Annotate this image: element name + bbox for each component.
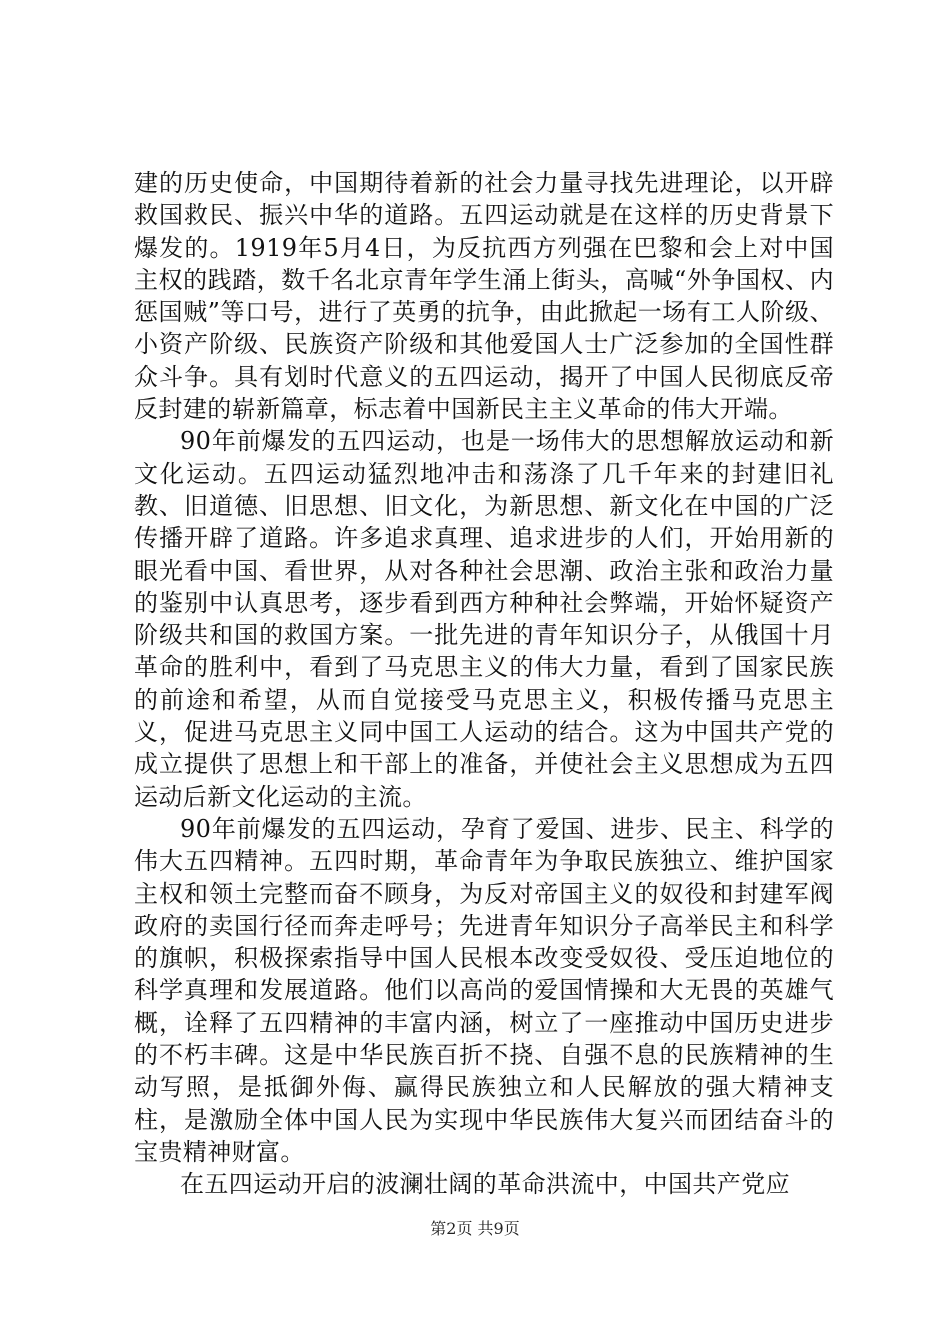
- paragraph: 在五四运动开启的波澜壮阔的革命洪流中，中国共产党应: [180, 1170, 790, 1199]
- document-body: [134, 167, 834, 1201]
- page-number-footer: 第2页 共9页: [430, 1219, 520, 1238]
- paragraph: 建的历史使命，中国期待着新的社会力量寻找先进理论，以开辟救国救民、振兴中华的道路。五四运动就是在这样的历史背景下爆发的。1919年5月4日，为反抗西方列强在巴黎和会上对中国主权的践踏，数千名北京青年学生涌上街头，高喊“外争国权、内惩国贼”等口号，进行了英勇的抗争，由此掀起一场有工人阶级、小资产阶级、民族资产阶级和其他爱国人士广泛参加的全国性群众斗争。具有划时代意义的五四运动，揭开了中国人民彻底反帝反封建的崭新篇章，标志着中国新民主主义革命的伟大开端。: [134, 169, 834, 424]
- paragraph: 90年前爆发的五四运动，孕育了爱国、进步、民主、科学的伟大五四精神。五四时期，革命青年为争取民族独立、维护国家主权和领土完整而奋不顾身，为反对帝国主义的奴役和封建军阀政府的卖国行径而奔走呼号；先进青年知识分子高举民主和科学的旗帜，积极探索指导中国人民根本改变受奴役、受压迫地位的科学真理和发展道路。他们以高尚的爱国情操和大无畏的英雄气概，诠释了五四精神的丰富内涵，树立了一座推动中国历史进步的不朽丰碑。这是中华民族百折不挠、自强不息的民族精神的生动写照，是抵御外侮、赢得民族独立和人民解放的强大精神支柱，是激励全体中国人民为实现中华民族伟大复兴而团结奋斗的宝贵精神财富。: [134, 814, 834, 1166]
- paragraph: 90年前爆发的五四运动，也是一场伟大的思想解放运动和新文化运动。五四运动猛烈地冲击和荡涤了几千年来的封建旧礼教、旧道德、旧思想、旧文化，为新思想、新文化在中国的广泛传播开辟了道路。许多追求真理、追求进步的人们，开始用新的眼光看中国、看世界，从对各种社会思潮、政治主张和政治力量的鉴别中认真思考，逐步看到西方种种社会弊端，开始怀疑资产阶级共和国的救国方案。一批先进的青年知识分子，从俄国十月革命的胜利中，看到了马克思主义的伟大力量，看到了国家民族的前途和希望，从而自觉接受马克思主义，积极传播马克思主义，促进马克思主义同中国工人运动的结合。这为中国共产党的成立提供了思想上和干部上的准备，并使社会主义思想成为五四运动后新文化运动的主流。: [134, 427, 834, 811]
